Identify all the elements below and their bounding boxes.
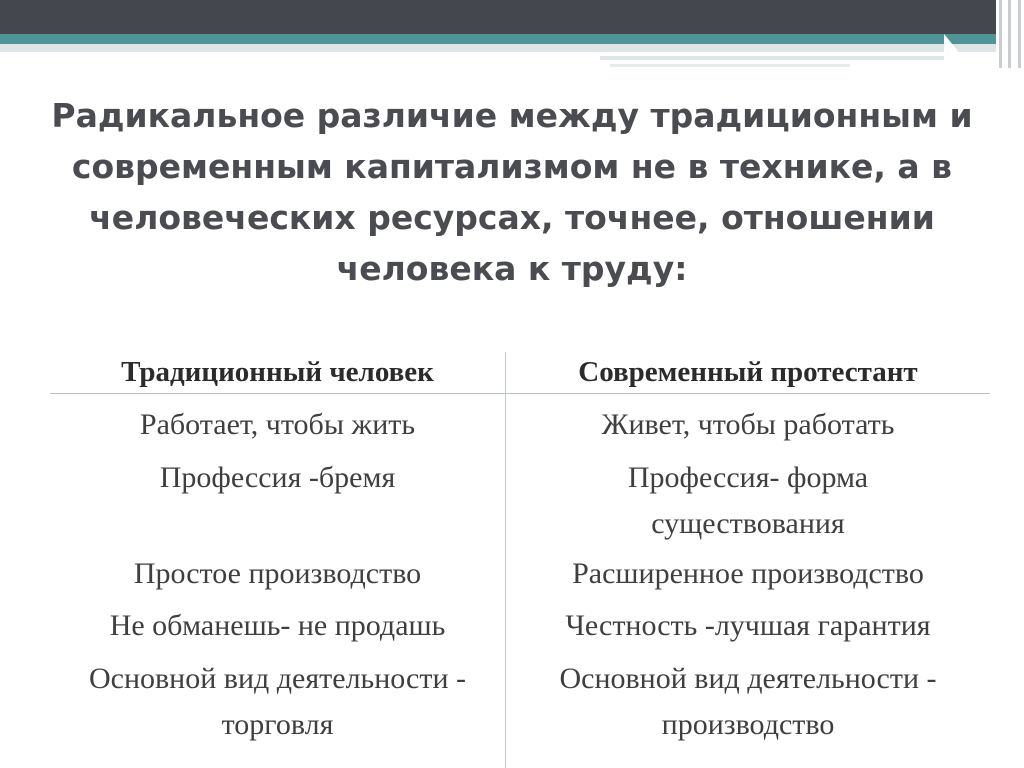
header-thin-line (600, 56, 950, 60)
header-light-stripe (0, 44, 1024, 52)
table-cell-left: Не обманешь- не продашь (109, 609, 446, 642)
table-cell-left: Работает, чтобы жить (139, 408, 416, 441)
header-accent-stripe (0, 34, 1024, 44)
header-banner (0, 0, 1024, 34)
table-cell-left: Простое производство (133, 557, 422, 590)
corner-lines-decoration (996, 0, 1024, 68)
table-cell-right: Основной вид деятельности - производство (559, 662, 937, 741)
table-cell-right: Профессия- форма существования (627, 461, 869, 540)
slide-title: Радикальное различие между традиционным и современным капитализмом не в технике, а в человеческих ресурсах, точнее, отношении человека к труду: (51, 96, 973, 288)
header-thin-line-2 (610, 64, 850, 67)
table-header-traditional: Традиционный человек (121, 356, 434, 388)
table-cell-right: Расширенное производство (572, 557, 924, 590)
banner-arrow-icon (944, 34, 958, 68)
table-cell-right: Честность -лучшая гарантия (565, 609, 931, 642)
table-cell-left: Профессия -бремя (159, 461, 396, 494)
table-cell-right: Живет, чтобы работать (601, 408, 895, 441)
table-header-divider (50, 393, 990, 394)
table-header-modern: Современный протестант (578, 356, 918, 388)
table-cell-left: Основной вид деятельности - торговля (88, 662, 467, 741)
